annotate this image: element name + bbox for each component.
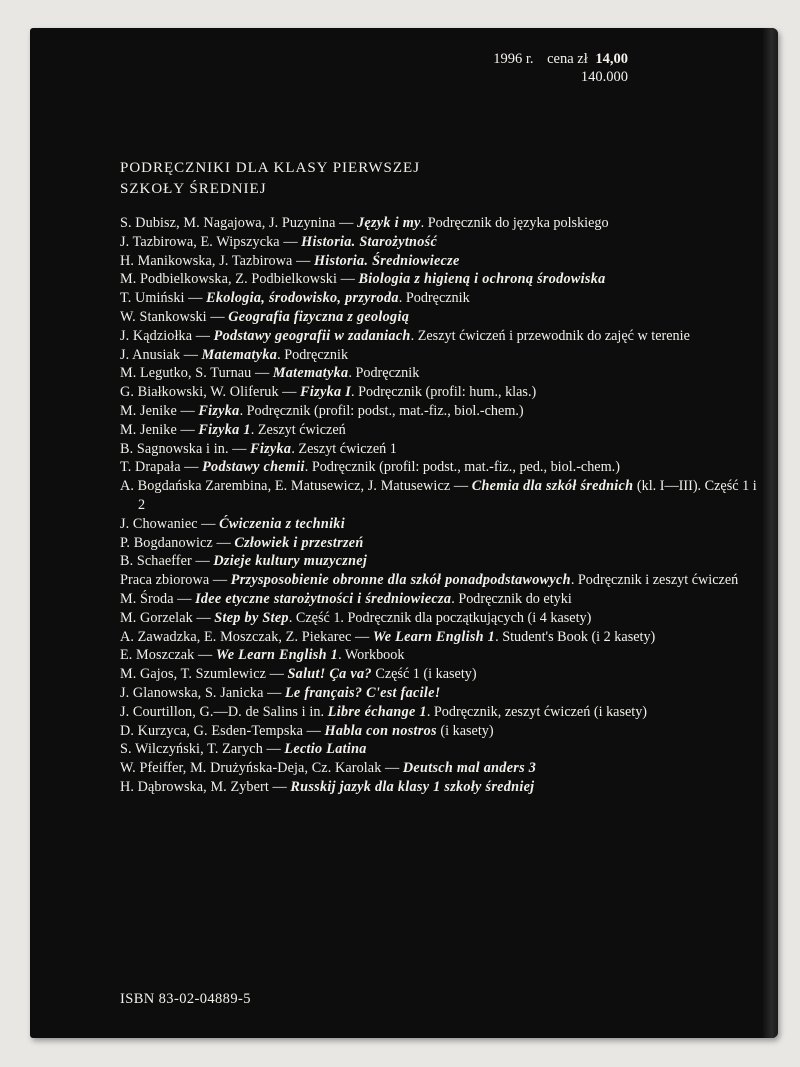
entry-title: Dzieje kultury muzycznej: [213, 553, 368, 570]
entry-note: . Zeszyt ćwiczeń: [250, 421, 346, 438]
entry-title: Geografia fizyczna z geologią: [228, 308, 410, 325]
entry-note: Część 1 (i kasety): [371, 666, 477, 683]
list-item: [120, 703, 760, 722]
entry-authors: M. Gajos, T. Szumlewicz —: [120, 666, 284, 683]
section-heading: [120, 158, 420, 200]
entry-title: Idee etyczne starożytności i średniowiecza: [195, 590, 452, 607]
list-item: [120, 233, 760, 252]
entry-title: Fizyka: [198, 402, 240, 419]
list-item: [120, 214, 760, 233]
entry-authors: A. Zawadzka, E. Moszczak, Z. Piekarec —: [120, 628, 370, 645]
list-item: [120, 477, 760, 515]
list-item: [120, 364, 760, 383]
entry-title: Historia. Średniowiecze: [313, 252, 460, 269]
cover-edge: [762, 28, 778, 1038]
price-label: cena zł: [547, 51, 588, 67]
heading-line-1: PODRĘCZNIKI DLA KLASY PIERWSZEJ: [120, 160, 421, 176]
list-item: [120, 289, 760, 308]
entry-authors: T. Drapała —: [120, 459, 199, 476]
entry-authors: M. Środa —: [120, 590, 192, 607]
list-item: [120, 346, 760, 365]
entry-note: . Podręcznik do języka polskiego: [420, 215, 609, 231]
entry-authors: J. Chowaniec —: [120, 515, 216, 532]
entry-authors: A. Bogdańska Zarembina, E. Matusewicz, J. Matusewicz —: [120, 478, 469, 495]
list-item: [120, 308, 760, 327]
entry-authors: Praca zbiorowa —: [120, 572, 228, 589]
list-item: [120, 590, 760, 609]
list-item: [120, 684, 760, 703]
print-run: 140.000: [580, 69, 628, 85]
entry-authors: J. Anusiak —: [120, 346, 199, 363]
price-imprint: [483, 50, 628, 86]
list-item: [120, 740, 760, 759]
entry-title: Habla con nostros: [324, 722, 437, 739]
entry-authors: J. Glanowska, S. Janicka —: [120, 684, 282, 701]
list-item: [120, 383, 760, 402]
list-item: [120, 534, 760, 553]
entry-authors: S. Dubisz, M. Nagajowa, J. Puzynina —: [120, 215, 354, 231]
list-item: [120, 722, 760, 741]
entry-title: Historia. Starożytność: [301, 233, 438, 250]
entry-title: Przysposobienie obronne dla szkół ponadpodstawowych: [230, 572, 571, 589]
entry-note: . Część 1. Podręcznik dla początkujących (i 4 kasety): [288, 609, 592, 626]
entry-note: . Podręcznik (profil: hum., klas.): [351, 384, 537, 401]
list-item: [120, 628, 760, 647]
entry-authors: G. Białkowski, W. Oliferuk —: [120, 384, 297, 401]
list-item: [120, 402, 760, 421]
heading-line-2: SZKOŁY ŚREDNIEJ: [120, 181, 267, 197]
entry-title: We Learn English 1: [215, 647, 339, 664]
list-item: [120, 327, 760, 346]
entry-title: Podstawy geografii w zadaniach: [213, 327, 411, 344]
list-item: [120, 778, 760, 797]
list-item: [120, 759, 760, 778]
entry-title: Człowiek i przestrzeń: [234, 534, 364, 551]
entry-authors: M. Jenike —: [120, 402, 195, 419]
entry-authors: D. Kurzyca, G. Esden-Tempska —: [120, 722, 321, 739]
entry-title: Podstawy chemii: [202, 459, 305, 476]
print-year: 1996 r.: [493, 51, 534, 67]
entry-note: . Podręcznik (profil: podst., mat.-fiz., ped., biol.-chem.): [304, 459, 620, 476]
entry-title: We Learn English 1: [372, 628, 496, 645]
entry-note: . Podręcznik i zeszyt ćwiczeń: [570, 572, 739, 589]
entry-title: Step by Step: [214, 609, 289, 626]
list-item: [120, 252, 760, 271]
entry-note: . Podręcznik: [398, 290, 470, 307]
entry-authors: T. Umiński —: [120, 290, 203, 307]
entry-authors: S. Wilczyński, T. Zarych —: [120, 741, 281, 758]
entry-authors: W. Stankowski —: [120, 308, 225, 325]
entry-title: Le français? C'est facile!: [284, 684, 441, 701]
book-back-cover: [30, 28, 778, 1038]
entry-title: Chemia dla szkół średnich: [471, 478, 634, 495]
entry-title: Libre échange 1: [327, 703, 427, 720]
list-item: [120, 458, 760, 477]
entry-authors: M. Jenike —: [120, 421, 195, 438]
entry-title: Fizyka I: [300, 384, 352, 401]
entry-title: Matematyka: [201, 346, 278, 363]
list-item: [120, 421, 760, 440]
list-item: [120, 665, 760, 684]
entry-note: . Podręcznik: [277, 346, 349, 363]
list-item: [120, 440, 760, 459]
entry-note: (kl. I—III). Część 1 i 2: [138, 478, 757, 513]
entry-title: Russkij jazyk dla klasy 1 szkoły średniej: [290, 778, 535, 795]
entry-authors: B. Sagnowska i in. —: [120, 440, 247, 457]
entry-authors: J. Courtillon, G.—D. de Salins i in.: [120, 703, 325, 720]
entry-note: . Zeszyt ćwiczeń 1: [291, 440, 397, 457]
entry-title: Salut! Ça va?: [287, 666, 372, 683]
entry-title: Deutsch mal anders 3: [402, 760, 537, 777]
list-item: [120, 646, 760, 665]
entry-authors: H. Dąbrowska, M. Zybert —: [120, 778, 287, 795]
list-item: [120, 571, 760, 590]
textbook-list: [120, 214, 760, 797]
entry-authors: J. Tazbirowa, E. Wipszycka —: [120, 233, 298, 250]
list-item: [120, 552, 760, 571]
entry-note: . Podręcznik do etyki: [451, 590, 572, 607]
entry-title: Lectio Latina: [284, 741, 367, 758]
entry-authors: B. Schaeffer —: [120, 553, 210, 570]
entry-title: Ćwiczenia z techniki: [219, 515, 345, 532]
entry-note: . Podręcznik (profil: podst., mat.-fiz., biol.-chem.): [239, 402, 524, 419]
entry-authors: M. Legutko, S. Turnau —: [120, 365, 270, 382]
entry-authors: P. Bogdanowicz —: [120, 534, 231, 551]
entry-title: Biologia z higieną i ochroną środowiska: [358, 271, 606, 288]
entry-authors: E. Moszczak —: [120, 647, 213, 664]
list-item: [120, 515, 760, 534]
entry-note: . Zeszyt ćwiczeń i przewodnik do zajęć w terenie: [410, 327, 690, 344]
entry-note: . Podręcznik: [348, 365, 420, 382]
entry-note: . Podręcznik, zeszyt ćwiczeń (i kasety): [426, 703, 648, 720]
entry-note: . Student's Book (i 2 kasety): [495, 628, 656, 645]
list-item: [120, 270, 760, 289]
list-item: [120, 609, 760, 628]
entry-note: . Workbook: [338, 647, 405, 664]
entry-authors: M. Gorzelak —: [120, 609, 211, 626]
entry-note: (i kasety): [436, 722, 494, 739]
entry-authors: H. Manikowska, J. Tazbirowa —: [120, 252, 311, 269]
entry-authors: M. Podbielkowska, Z. Podbielkowski —: [120, 271, 355, 288]
entry-title: Fizyka 1: [198, 421, 251, 438]
isbn-number: ISBN 83-02-04889-5: [120, 991, 251, 1007]
entry-title: Język i my: [356, 215, 421, 231]
entry-title: Matematyka: [272, 365, 349, 382]
entry-title: Ekologia, środowisko, przyroda: [206, 290, 399, 307]
price-value: 14,00: [595, 51, 628, 67]
entry-authors: J. Kądziołka —: [120, 327, 211, 344]
entry-authors: W. Pfeiffer, M. Drużyńska-Deja, Cz. Karolak —: [120, 760, 400, 777]
entry-title: Fizyka: [250, 440, 292, 457]
